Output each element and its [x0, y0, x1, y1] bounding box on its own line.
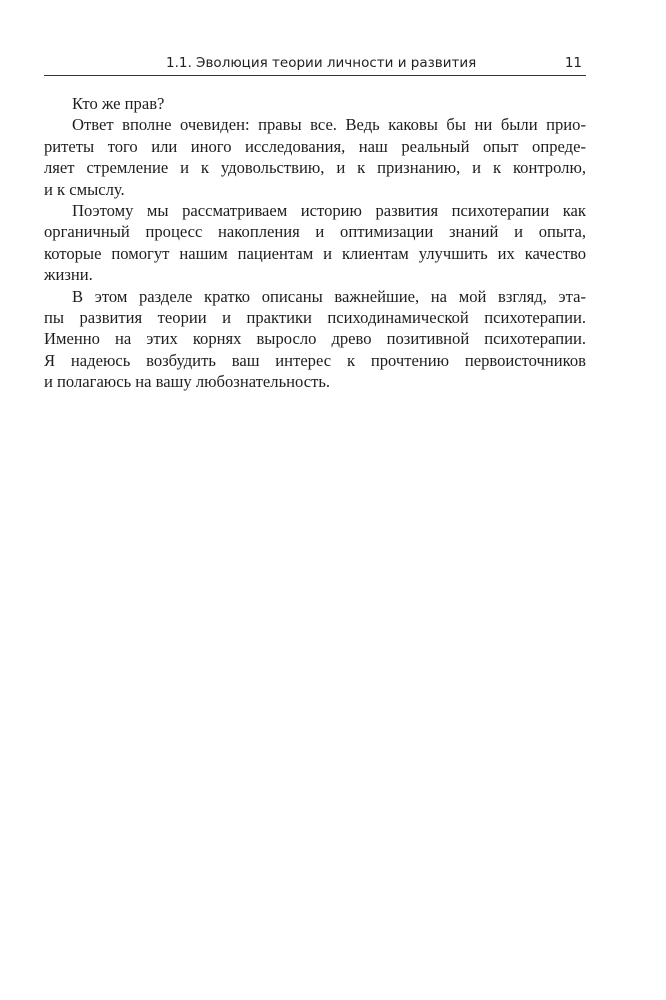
- text-line: и полагаюсь на вашу любознательность.: [44, 372, 331, 392]
- chapter-title: 1.1. Эволюция теории личности и развития: [166, 55, 477, 71]
- text-line: ритеты того или иного исследования, наш реальный опыт опреде-: [44, 136, 586, 156]
- text-line: Кто же прав?: [72, 94, 165, 113]
- text-line: Я надеюсь возбудить ваш интерес к прочтению первоисточников: [44, 350, 586, 370]
- text-line: Именно на этих корнях выросло древо позитивной психотерапии.: [44, 329, 586, 349]
- paragraph: [44, 93, 586, 114]
- text-line: ляет стремление и к удовольствию, и к признанию, и к контролю,: [44, 158, 586, 178]
- paragraph: [44, 114, 586, 200]
- text-line: которые помогут нашим пациентам и клиентам улучшить их качество: [44, 243, 586, 263]
- paragraph: [44, 286, 586, 393]
- text-line: жизни.: [44, 265, 93, 285]
- text-line: Ответ вполне очевиден: правы все. Ведь каковы бы ни были прио-: [72, 115, 586, 135]
- paragraph: [44, 200, 586, 286]
- running-header: [44, 53, 586, 73]
- text-line: органичный процесс накопления и оптимизации знаний и опыта,: [44, 222, 586, 242]
- header-rule: [44, 75, 586, 76]
- page-number: 11: [564, 55, 582, 71]
- text-line: Поэтому мы рассматриваем историю развития психотерапии как: [72, 201, 586, 221]
- body-text: [44, 93, 586, 393]
- text-line: и к смыслу.: [44, 179, 125, 199]
- text-line: пы развития теории и практики психодинамической психотерапии.: [44, 308, 586, 328]
- text-line: В этом разделе кратко описаны важнейшие, на мой взгляд, эта-: [72, 286, 586, 306]
